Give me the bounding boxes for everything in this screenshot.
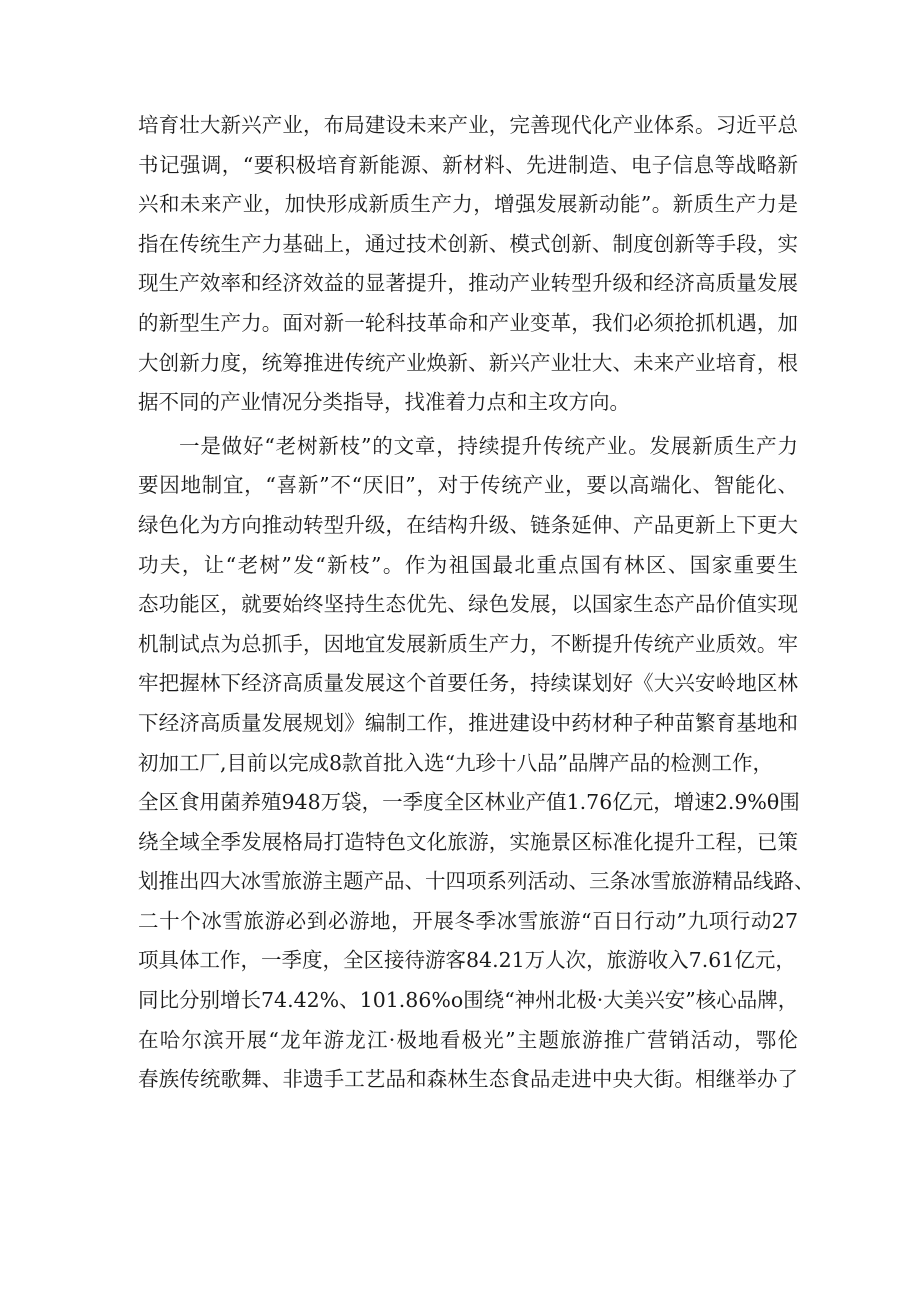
text-line: 全区食用菌养殖948万袋，一季度全区林业产值1.76亿元，增速2.9%θ围	[138, 790, 800, 815]
text-line: 兴和未来产业，加快形成新质生产力，增强发展新动能”。新质生产力是	[138, 192, 798, 217]
text-line: 绕全域全季发展格局打造特色文化旅游，实施景区标准化提升工程，已策	[138, 829, 798, 854]
text-line: 初加工厂,目前以完成8款首批入选“九珍十八品”品牌产品的检测工作，	[138, 750, 774, 775]
text-line: 下经济高质量发展规划》编制工作，推进建设中药材种子种苗繁育基地和	[138, 710, 798, 735]
text-line: 在哈尔滨开展“龙年游龙江·极地看极光”主题旅游推广营销活动，鄂伦	[138, 1027, 798, 1052]
text-line: 同比分别增长74.42%、101.86%o围绕“神州北极·大美兴安”核心品牌，	[138, 988, 799, 1013]
text-line: 培育壮大新兴产业，布局建设未来产业，完善现代化产业体系。习近平总	[138, 113, 798, 137]
text-line: 划推出四大冰雪旅游主题产品、十四项系列活动、三条冰雪旅游精品线路、	[138, 869, 815, 894]
text-line: 书记强调，“要积极培育新能源、新材料、先进制造、电子信息等战略新	[138, 152, 798, 177]
text-line: 功夫，让“老树”发“新枝”。作为祖国最北重点国有林区、国家重要生	[138, 552, 798, 577]
text-line: 一是做好“老树新枝”的文章，持续提升传统产业。发展新质生产力	[179, 433, 798, 458]
document-body	[138, 106, 815, 1100]
text-line: 要因地制宜，“喜新”不“厌旧”，对于传统产业，要以高端化、智能化、	[138, 473, 798, 498]
text-line: 现生产效率和经济效益的显著提升，推动产业转型升级和经济高质量发展	[138, 271, 798, 296]
text-line: 大创新力度，统筹推进传统产业焕新、新兴产业壮大、未来产业培育，根	[138, 350, 798, 375]
text-line: 的新型生产力。面对新一轮科技革命和产业变革，我们必须抢抓机遇，加	[138, 310, 798, 335]
text-line: 绿色化为方向推动转型升级，在结构升级、链条延伸、产品更新上下更大	[138, 512, 798, 537]
text-line: 二十个冰雪旅游必到必游地，开展冬季冰雪旅游“百日行动”九项行动27	[138, 908, 798, 933]
text-line: 据不同的产业情况分类指导，找准着力点和主攻方向。	[138, 390, 630, 415]
text-line: 态功能区，就要始终坚持生态优先、绿色发展，以国家生态产品价值实现	[138, 592, 798, 617]
text-line: 牢把握林下经济高质量发展这个首要任务，持续谋划好《大兴安岭地区林	[138, 671, 798, 696]
text-line: 春族传统歌舞、非遗手工艺品和森林生态食品走进中央大街。相继举办了	[138, 1067, 798, 1092]
paragraph-2	[138, 427, 815, 1100]
text-line: 机制试点为总抓手，因地宜发展新质生产力，不断提升传统产业质效。牢	[138, 631, 798, 656]
paragraph-1	[138, 106, 798, 423]
text-line: 项具体工作，一季度，全区接待游客84.21万人次，旅游收入7.61亿元，	[138, 948, 796, 973]
text-line: 指在传统生产力基础上，通过技术创新、模式创新、制度创新等手段，实	[138, 231, 798, 256]
